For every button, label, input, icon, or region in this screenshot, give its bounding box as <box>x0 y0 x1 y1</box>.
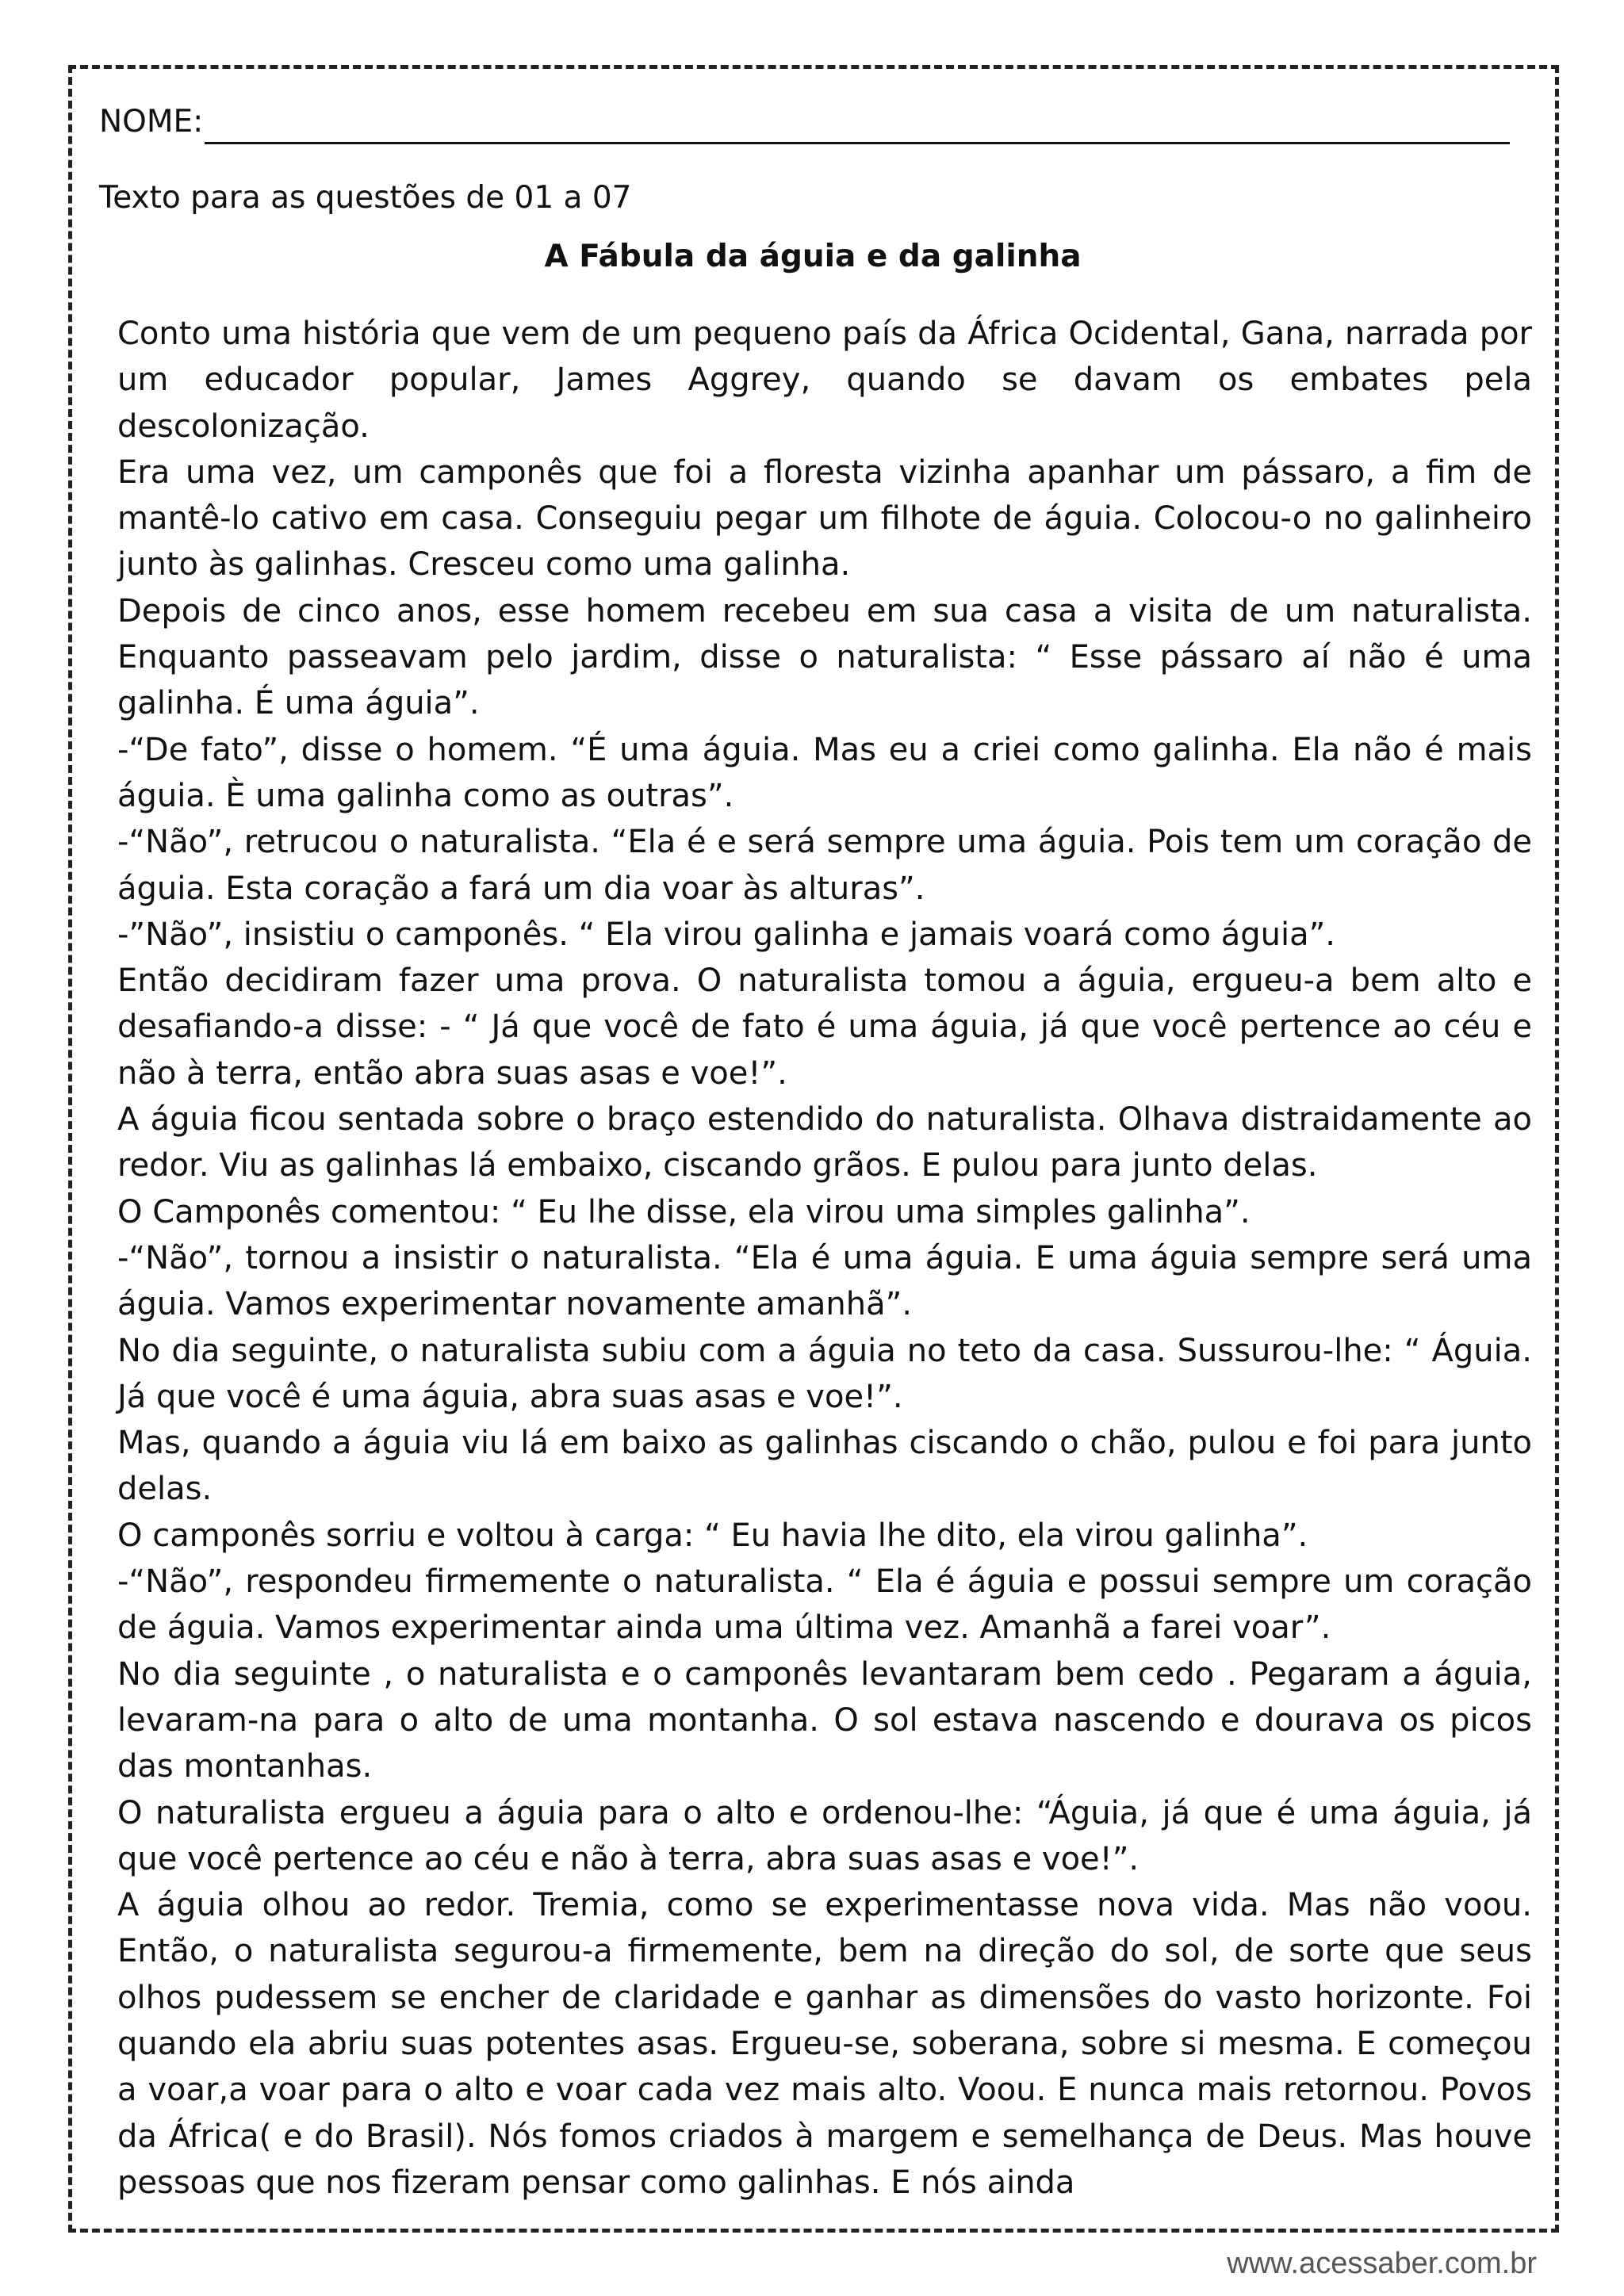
paragraph: -“De fato”, disse o homem. “É uma águia. Mas eu a criei como galinha. Ela não é mais águia. È uma galinha como as outras”. <box>117 731 1532 814</box>
story-title: A Fábula da águia e da galinha <box>544 239 1082 274</box>
paragraph: O Camponês comentou: “ Eu lhe disse, ela virou uma simples galinha”. <box>117 1193 1251 1230</box>
paragraph: -“Não”, retrucou o naturalista. “Ela é e será sempre uma águia. Pois tem um coração de águia. Esta coração a fará um dia voar às alturas”. <box>117 824 1532 907</box>
paragraph: Era uma vez, um camponês que foi a floresta vizinha apanhar um pássaro, a fim de mantê-lo cativo em casa. Conseguiu pegar um filhote de águia. Colocou-o no galinheiro junto às galinhas. Cresceu como uma galinha. <box>117 453 1532 584</box>
name-label: NOME: <box>99 104 204 140</box>
paragraph: -”Não”, insistiu o camponês. “ Ela virou galinha e jamais voará como águia”. <box>117 916 1336 953</box>
paragraph: No dia seguinte, o naturalista subiu com a águia no teto da casa. Sussurou-lhe: “ Águia. Já que você é uma águia, abra suas asas e voe!”. <box>117 1332 1532 1415</box>
paragraph: Depois de cinco anos, esse homem recebeu em sua casa a visita de um naturalista. Enquanto passeavam pelo jardim, disse o naturalista: “ Esse pássaro aí não é uma galinha. É uma águia”. <box>117 592 1532 722</box>
paragraph: -“Não”, respondeu firmemente o naturalista. “ Ela é águia e possui sempre um coração de águia. Vamos experimentar ainda uma última vez. Amanhã a farei voar”. <box>117 1563 1532 1647</box>
paragraph: O naturalista ergueu a águia para o alto e ordenou-lhe: “Águia, já que é uma águia, já que você pertence ao céu e não à terra, abra suas asas e voe!”. <box>117 1794 1532 1877</box>
website-footer: www.acessaber.com.br <box>1227 2247 1537 2280</box>
paragraph: Conto uma história que vem de um pequeno país da África Ocidental, Gana, narrada por um educador popular, James Aggrey, quando se davam os embates pela descolonização. <box>117 316 1532 445</box>
paragraph: No dia seguinte , o naturalista e o camponês levantaram bem cedo . Pegaram a águia, levaram-na para o alto de uma montanha. O sol estava nascendo e dourava os picos das montanhas. <box>117 1655 1532 1785</box>
paragraph: O camponês sorriu e voltou à carga: “ Eu havia lhe dito, ela virou galinha”. <box>117 1517 1308 1554</box>
paragraph: A águia olhou ao redor. Tremia, como se experimentasse nova vida. Mas não voou. Então, o naturalista segurou-a firmemente, bem na direção do sol, de sorte que seus olhos pudessem se encher de claridade e ganhar as dimensões do vasto horizonte. Foi quando ela abriu suas potentes asas. Ergueu-se, soberana, sobre si mesma. E começou a voar,a voar para o alto e voar cada vez mais alto. Voou. E nunca mais retornou. Povos da África( e do Brasil). Nós fomos criados à margem e semelhança de Deus. Mas houve pessoas que nos fizeram pensar como galinhas. E nós ainda <box>117 1887 1532 2201</box>
name-field <box>99 100 1510 144</box>
paragraph: Então decidiram fazer uma prova. O naturalista tomou a águia, ergueu-a bem alto e desafiando-a disse: - “ Já que você de fato é uma águia, já que você pertence ao céu e não à terra, então abra suas asas e voe!”. <box>117 962 1532 1092</box>
paragraph: Mas, quando a águia viu lá em baixo as galinhas ciscando o chão, pulou e foi para junto delas. <box>117 1425 1532 1508</box>
story-text <box>117 311 1532 2206</box>
name-blank-line[interactable] <box>205 109 1510 144</box>
paragraph: -“Não”, tornou a insistir o naturalista. “Ela é uma águia. E uma águia sempre será uma águia. Vamos experimentar novamente amanhã”. <box>117 1239 1532 1323</box>
paragraph: A águia ficou sentada sobre o braço estendido do naturalista. Olhava distraidamente ao redor. Viu as galinhas lá embaixo, ciscando grãos. E pulou para junto delas. <box>117 1101 1532 1184</box>
questions-intro: Texto para as questões de 01 a 07 <box>99 180 632 216</box>
